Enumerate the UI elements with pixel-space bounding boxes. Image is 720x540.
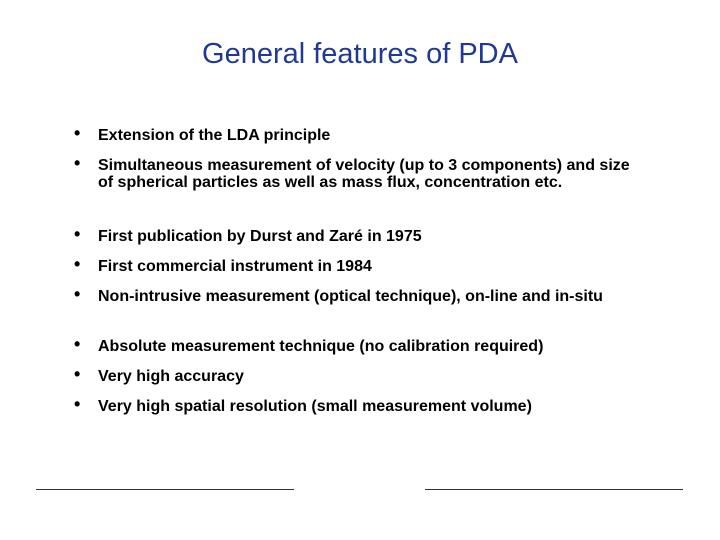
bullet-text: First commercial instrument in 1984 <box>98 258 372 275</box>
bullet-icon: • <box>74 224 81 244</box>
bullet-icon: • <box>74 364 81 384</box>
bullet-text: First publication by Durst and Zaré in 1975 <box>98 228 422 245</box>
bullet-text: Absolute measurement technique (no calibration required) <box>98 338 544 355</box>
bullet-text: Very high accuracy <box>98 368 244 385</box>
bullet-text: Extension of the LDA principle <box>98 127 331 144</box>
bullet-icon: • <box>74 254 81 274</box>
bullet-icon: • <box>74 284 81 304</box>
footer-divider-right <box>425 489 683 490</box>
bullet-icon: • <box>74 334 81 354</box>
bullet-text: Non-intrusive measurement (optical technique), on-line and in-situ <box>98 288 603 305</box>
slide-title: General features of PDA <box>202 38 518 70</box>
footer-divider-left <box>36 489 294 490</box>
bullet-icon: • <box>74 394 81 414</box>
bullet-text: Very high spatial resolution (small measurement volume) <box>98 398 532 415</box>
bullet-icon: • <box>74 123 81 143</box>
bullet-text: Simultaneous measurement of velocity (up to 3 components) and size of spherical particles as well as mass flux, concentration etc. <box>98 157 630 191</box>
bullet-icon: • <box>74 153 81 173</box>
